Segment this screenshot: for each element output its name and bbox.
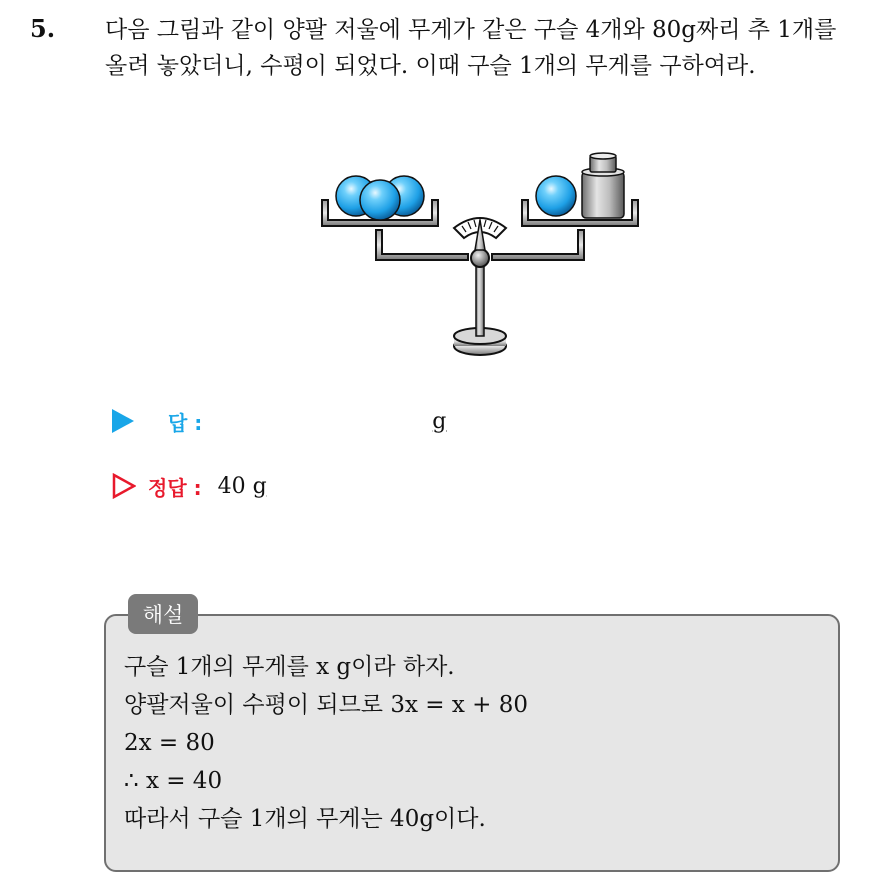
correct-answer-value: 40 g — [217, 473, 267, 499]
left-ball-2 — [360, 180, 400, 220]
solution-line: 구슬 1개의 무게를 x g이라 하자. — [124, 654, 455, 680]
balance-scale-figure — [318, 150, 650, 362]
solution-line: 따라서 구슬 1개의 무게는 40g이다. — [124, 806, 486, 832]
right-pan-bracket — [492, 230, 584, 260]
correct-answer-row — [112, 470, 267, 502]
solution-line: 2x = 80 — [124, 730, 215, 756]
answer-row — [112, 405, 446, 437]
question-number: 5. — [30, 14, 56, 43]
solution-lines — [124, 648, 528, 838]
question-text: 다음 그림과 같이 양팔 저울에 무게가 같은 구슬 4개와 80g짜리 추 1개를 올려 놓았더니, 수평이 되었다. 이때 구슬 1개의 무게를 구하여라. — [105, 17, 837, 79]
weight-icon — [582, 153, 624, 218]
correct-answer-label: 정답 : — [148, 475, 202, 500]
balance-scale-illustration — [318, 150, 650, 362]
answer-label: 답 : — [168, 410, 203, 435]
left-pan-bracket — [376, 230, 468, 260]
outline-triangle-icon — [112, 473, 136, 499]
right-ball — [536, 176, 576, 216]
solution-line: ∴ x = 40 — [124, 768, 223, 794]
play-triangle-icon — [112, 409, 134, 433]
answer-unit: g — [432, 408, 447, 434]
solution-tab: 해설 — [128, 594, 198, 634]
pivot-knob — [471, 249, 489, 267]
scale-stand — [476, 260, 484, 336]
solution-line: 양팔저울이 수평이 되므로 3x = x + 80 — [124, 692, 528, 718]
